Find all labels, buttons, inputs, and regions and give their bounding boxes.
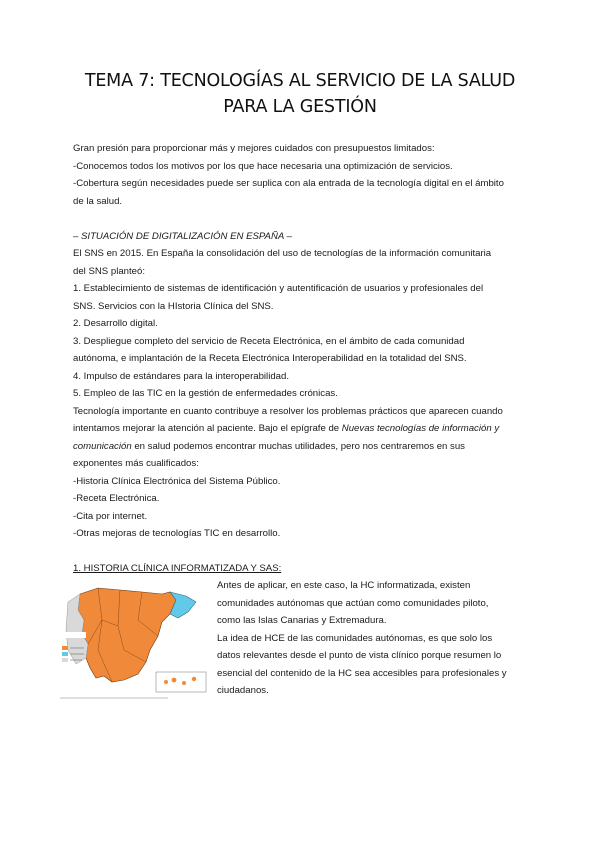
side-line: comunidades autónomas que actúan como comunidades piloto, — [217, 597, 489, 609]
section-line: El SNS en 2015. En España la consolidación del uso de tecnologías de la información comunitaria — [73, 248, 492, 259]
text-run: intentamos mejorar la atención al paciente. Bajo el epígrafe de — [73, 423, 342, 434]
section-line: autónoma, e implantación de la Receta Electrónica Interoperabilidad en la totalidad del SNS. — [73, 353, 467, 364]
list-line: -Otras mejoras de tecnologías TIC en desarrollo. — [73, 528, 281, 539]
italic-run: Nuevas tecnologías de información y — [341, 423, 500, 434]
section-line: SNS. Servicios con la HIstoria Clínica del SNS. — [73, 300, 274, 312]
section-line: 5. Empleo de las TIC en la gestión de enfermedades crónicas. — [73, 388, 338, 399]
section-line: Tecnología importante en cuanto contribuye a resolver los problemas prácticos que aparecen cuando — [73, 405, 503, 417]
intro-line: de la salud. — [73, 195, 123, 207]
section-1-heading: 1. HISTORIA CLÍNICA INFORMATIZADA Y SAS: — [73, 563, 282, 574]
side-text — [217, 577, 537, 700]
section-line: 3. Despliegue completo del servicio de Receta Electrónica, en el ámbito de cada comunidad — [73, 335, 465, 347]
mixed-line — [73, 438, 533, 456]
intro-line: Gran presión para proporcionar más y mejores cuidados con presupuestos limitados: — [73, 143, 435, 154]
intro-line: -Cobertura según necesidades puede ser suplica con ala entrada de la tecnología digital en el ámbito — [73, 178, 504, 189]
side-line: datos relevantes desde el punto de vista clínico porque resumen lo — [217, 650, 502, 661]
side-line: esencial del contenido de la HC sea accesibles para profesionales y — [217, 667, 507, 679]
title-line-2: PARA LA GESTIÓN — [223, 97, 377, 117]
side-line: La idea de HCE de las comunidades autónomas, es que solo los — [217, 632, 493, 644]
list-line: -Historia Clínica Electrónica del Sistema Público. — [73, 475, 281, 487]
spain-map-image — [58, 580, 210, 700]
section-line: 1. Establecimiento de sistemas de identificación y autentificación de usuarios y profesionales del — [73, 283, 484, 294]
canary-islands-shape — [164, 680, 168, 684]
list-line: -Receta Electrónica. — [73, 493, 160, 504]
section-line: 4. Impulso de estándares para la interoperabilidad. — [73, 370, 289, 382]
italic-run: comunicación — [73, 440, 132, 452]
title-line-1: TEMA 7: TECNOLOGÍAS AL SERVICIO DE LA SALUD — [84, 71, 516, 91]
section-line: 2. Desarrollo digital. — [73, 318, 158, 329]
document-body — [73, 140, 533, 578]
side-line: ciudadanos. — [217, 685, 269, 696]
side-line: como las Islas Canarias y Extremadura. — [217, 615, 387, 626]
mixed-line — [73, 420, 533, 438]
list-line: exponentes más cualificados: — [73, 458, 199, 469]
page-title — [60, 68, 540, 120]
section-heading: – SITUACIÓN DE DIGITALIZACIÓN EN ESPAÑA – — [73, 230, 292, 242]
section-line: del SNS planteó: — [73, 265, 145, 277]
list-line: -Cita por internet. — [73, 510, 148, 522]
intro-line: -Conocemos todos los motivos por los que hace necesaria una optimización de servicios. — [73, 160, 453, 172]
text-run: en salud podemos encontrar muchas utilidades, pero nos centraremos en sus — [131, 440, 465, 452]
side-line: Antes de aplicar, en este caso, la HC informatizada, existen — [217, 580, 471, 591]
